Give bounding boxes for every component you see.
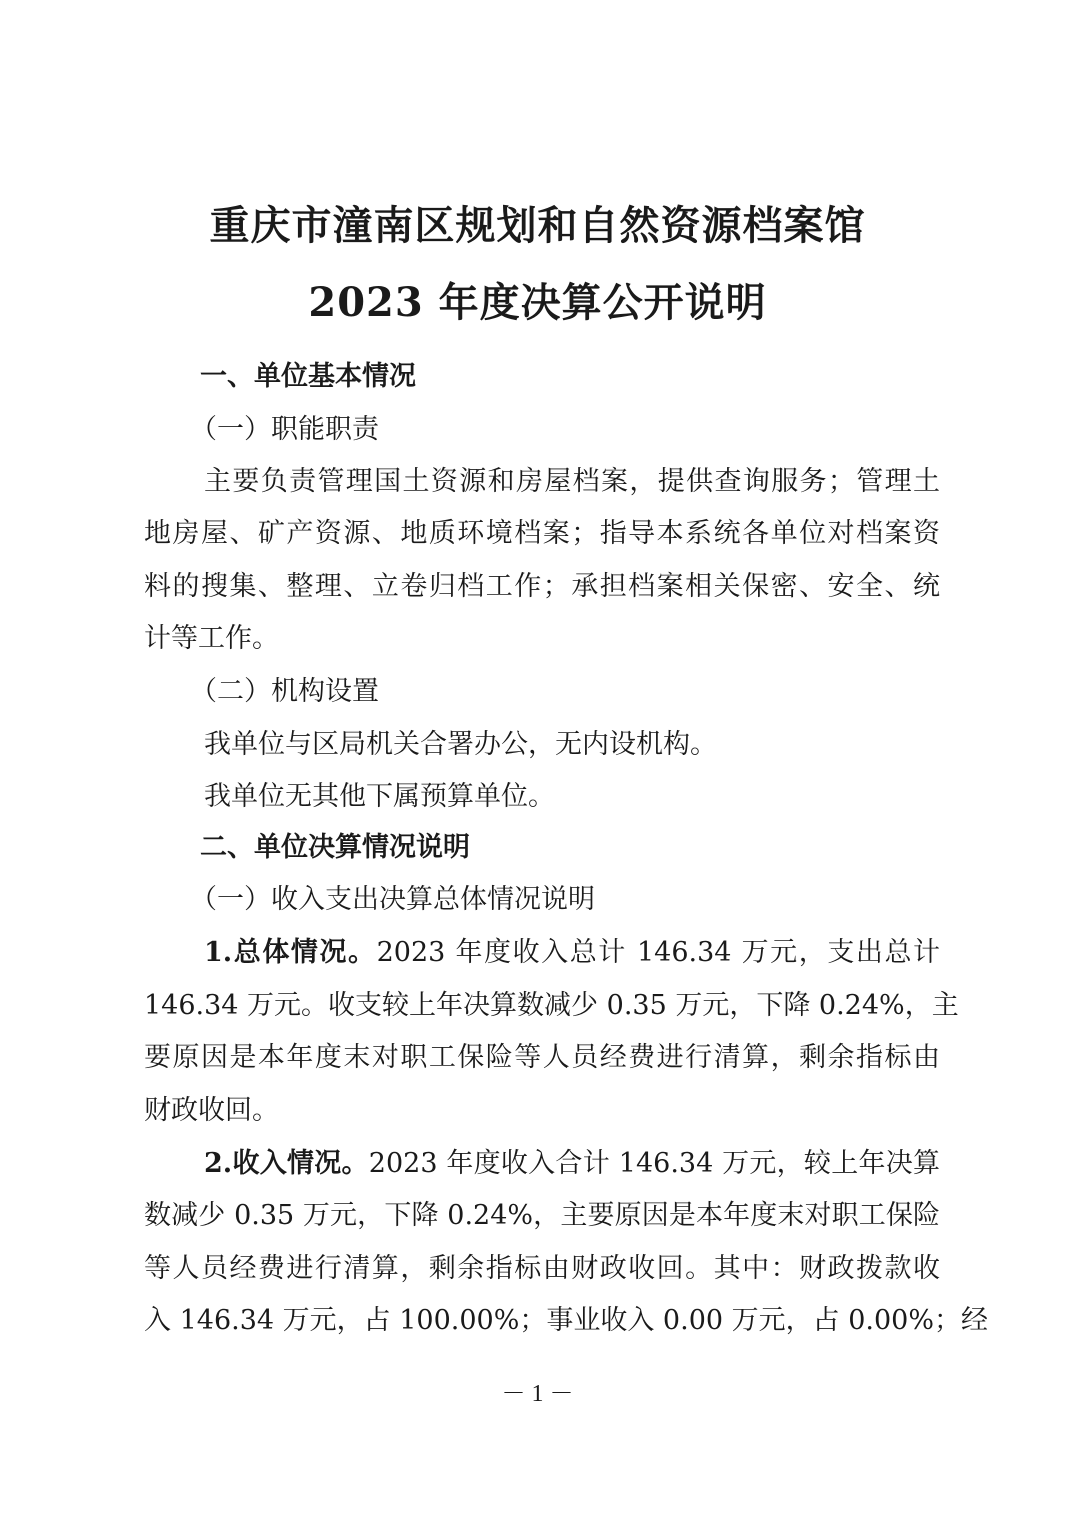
paragraph-first-line — [204, 936, 940, 970]
paragraph-line: 入 146.34 万元，占 100.00%；事业收入 0.00 万元，占 0.00%；经 — [144, 1305, 988, 1336]
document-title-line2: 2023 年度决算公开说明 — [308, 279, 767, 326]
paragraph-line: 等人员经费进行清算，剩余指标由财政收回。其中：财政拨款收 — [144, 1253, 940, 1284]
paragraph-line: 146.34 万元。收支较上年决算数减少 0.35 万元，下降 0.24%，主 — [144, 990, 959, 1021]
paragraph-text: 2023 年度收入总计 146.34 万元，支出总计 — [376, 937, 941, 968]
page-number: － 1 － — [501, 1381, 574, 1407]
paragraph-lead: 2.收入情况。 — [204, 1148, 369, 1179]
paragraph-line: 要原因是本年度末对职工保险等人员经费进行清算，剩余指标由 — [144, 1042, 940, 1073]
paragraph-line: 数减少 0.35 万元，下降 0.24%，主要原因是本年度末对职工保险 — [144, 1200, 940, 1231]
paragraph-line: 料的搜集、整理、立卷归档工作；承担档案相关保密、安全、统 — [144, 571, 940, 602]
section2-heading: 二、单位决算情况说明 — [200, 832, 470, 863]
document-title-line1: 重庆市潼南区规划和自然资源档案馆 — [209, 202, 866, 249]
section1-sub1-heading: （一）职能职责 — [190, 414, 379, 445]
paragraph-line: 财政收回。 — [144, 1095, 279, 1126]
section1-sub2-heading: （二）机构设置 — [190, 676, 379, 707]
paragraph-text: 2023 年度收入合计 146.34 万元，较上年决算 — [368, 1148, 941, 1179]
paragraph-line: 计等工作。 — [144, 623, 279, 654]
paragraph-line: 主要负责管理国土资源和房屋档案，提供查询服务；管理土 — [204, 466, 940, 497]
paragraph-first-line — [204, 1147, 940, 1181]
section2-sub1-heading: （一）收入支出决算总体情况说明 — [190, 884, 595, 915]
paragraph-line: 地房屋、矿产资源、地质环境档案；指导本系统各单位对档案资 — [144, 518, 940, 549]
paragraph-lead: 1.总体情况。 — [204, 937, 377, 968]
paragraph-line: 我单位无其他下属预算单位。 — [204, 781, 555, 812]
paragraph-line: 我单位与区局机关合署办公，无内设机构。 — [204, 729, 717, 760]
section1-heading: 一、单位基本情况 — [200, 361, 416, 392]
